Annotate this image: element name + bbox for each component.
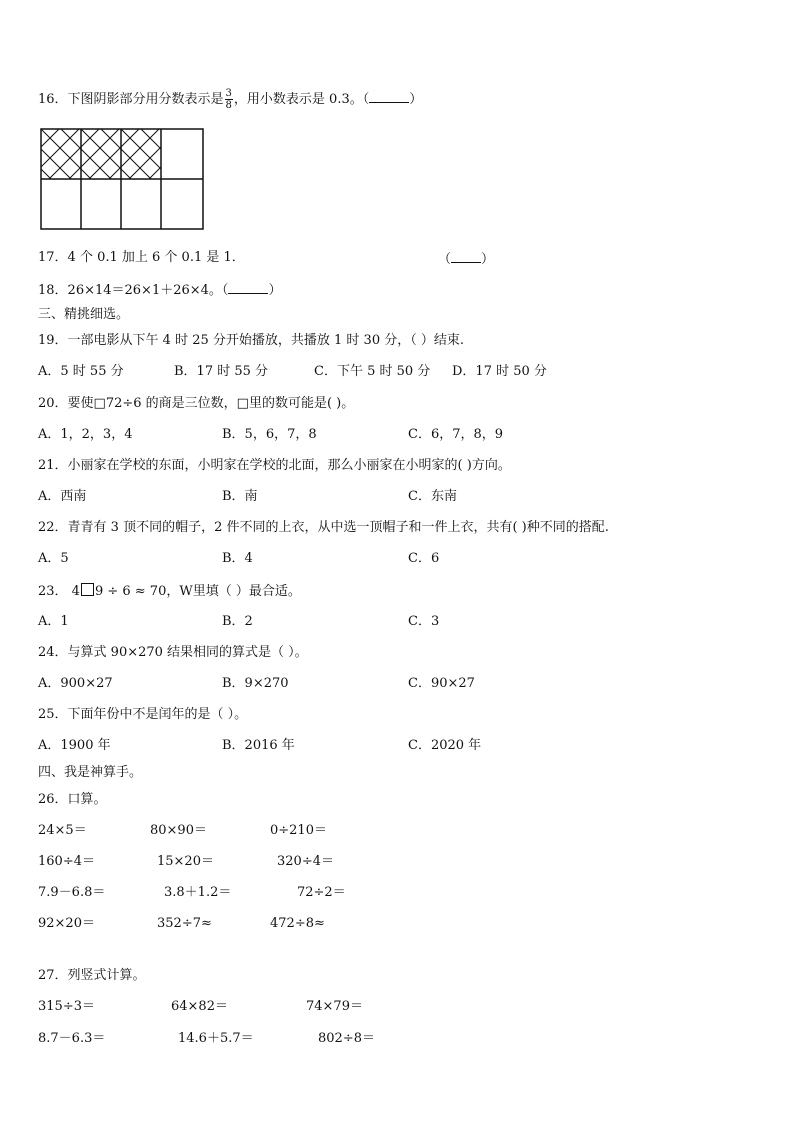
- calc-item: 14.6＋5.7＝: [178, 1031, 254, 1046]
- q18-text: 18．26×14＝26×1＋26×4。（: [38, 283, 229, 298]
- shaded-grid-figure: [40, 128, 206, 230]
- option-c[interactable]: C．90×27: [408, 676, 475, 691]
- answer-blank[interactable]: [369, 90, 409, 103]
- answer-blank[interactable]: [451, 250, 481, 263]
- calc-item: 64×82＝: [171, 999, 228, 1014]
- question-16: [38, 88, 422, 111]
- q17-text: 17．4 个 0.1 加上 6 个 0.1 是 1．: [38, 250, 245, 265]
- calc-item: 80×90＝: [150, 823, 207, 838]
- question-21: 21．小丽家在学校的东面，小明家在学校的北面，那么小丽家在小明家的( )方向。: [38, 458, 511, 473]
- option-b[interactable]: B．17 时 55 分: [174, 364, 269, 379]
- option-b[interactable]: B．5，6，7，8: [222, 427, 317, 442]
- section-heading: 四、我是神算手。: [38, 765, 143, 780]
- option-b[interactable]: B．9×270: [222, 676, 289, 691]
- option-a[interactable]: A．西南: [38, 489, 87, 504]
- question-22: 22．青青有 3 顶不同的帽子，2 件不同的上衣，从中选一顶帽子和一件上衣，共有( )种不同的搭配.: [38, 520, 609, 535]
- question-20: 20．要使□72÷6 的商是三位数，□里的数可能是( )。: [38, 396, 355, 411]
- answer-blank[interactable]: [228, 281, 268, 294]
- question-25: 25．下面年份中不是闰年的是（ ）。: [38, 707, 248, 722]
- question-26-title: 26．口算。: [38, 792, 107, 807]
- calc-item: 92×20＝: [38, 916, 95, 931]
- calc-item: 74×79＝: [306, 999, 363, 1014]
- shaded-cell: [41, 129, 81, 179]
- question-23: [38, 583, 301, 600]
- option-a[interactable]: A．900×27: [38, 676, 113, 691]
- option-d[interactable]: D．17 时 50 分: [452, 364, 547, 379]
- calc-item: 802÷8＝: [318, 1031, 375, 1046]
- calc-item: 315÷3＝: [38, 999, 95, 1014]
- calc-item: 160÷4＝: [38, 854, 95, 869]
- option-a[interactable]: A．1: [38, 614, 69, 629]
- option-b[interactable]: B．2016 年: [222, 738, 295, 753]
- blank-box-icon: [81, 583, 94, 596]
- fraction-numerator: 3: [225, 88, 232, 99]
- question-19: 19．一部电影从下午 4 时 25 分开始播放，共播放 1 时 30 分，（ ）结束.: [38, 333, 464, 348]
- option-c[interactable]: C．下午 5 时 50 分: [314, 364, 431, 379]
- calc-item: 24×5＝: [38, 823, 87, 838]
- calc-item: 320÷4＝: [277, 854, 334, 869]
- fraction-denominator: 8: [225, 100, 232, 111]
- option-c[interactable]: C．6: [408, 551, 440, 566]
- option-a[interactable]: A．5 时 55 分: [38, 364, 124, 379]
- q23-text: 9 ÷ 6 ≈ 70，W里填（ ）最合适。: [94, 584, 301, 599]
- calc-item: 7.9－6.8＝: [38, 885, 106, 900]
- q23-prefix: 23． 4: [38, 584, 80, 599]
- option-c[interactable]: C．2020 年: [408, 738, 482, 753]
- shaded-cell: [121, 129, 161, 179]
- option-c[interactable]: C．东南: [408, 489, 457, 504]
- option-b[interactable]: B．南: [222, 489, 258, 504]
- calc-item: 3.8＋1.2＝: [164, 885, 232, 900]
- calc-item: 72÷2＝: [297, 885, 346, 900]
- calc-item: 15×20＝: [157, 854, 214, 869]
- q16-text-after: ，用小数表示是 0.3。（: [233, 92, 370, 107]
- q17-answer: （ ）: [438, 252, 495, 267]
- calc-item: 352÷7≈: [157, 916, 212, 931]
- shaded-cell: [81, 129, 121, 179]
- q16-text-before: 16．下图阴影部分用分数表示是: [38, 92, 224, 107]
- question-24: 24．与算式 90×270 结果相同的算式是（ ）。: [38, 645, 308, 660]
- calc-item: 0÷210＝: [270, 823, 327, 838]
- q16-close-paren: ）: [409, 92, 423, 107]
- option-b[interactable]: B．2: [222, 614, 253, 629]
- option-a[interactable]: A．1，2，3，4: [38, 427, 133, 442]
- option-a[interactable]: A．1900 年: [38, 738, 111, 753]
- fraction: [225, 88, 233, 111]
- calc-item: 472÷8≈: [270, 916, 325, 931]
- question-17: [38, 250, 245, 266]
- calc-item: 8.7－6.3＝: [38, 1031, 106, 1046]
- option-a[interactable]: A．5: [38, 551, 69, 566]
- option-c[interactable]: C．3: [408, 614, 440, 629]
- section-heading: 三、精挑细选。: [38, 307, 130, 322]
- question-27-title: 27．列竖式计算。: [38, 968, 146, 983]
- option-b[interactable]: B．4: [222, 551, 253, 566]
- option-c[interactable]: C．6，7，8，9: [408, 427, 504, 442]
- question-18: 18．26×14＝26×1＋26×4。（ ）: [38, 283, 282, 298]
